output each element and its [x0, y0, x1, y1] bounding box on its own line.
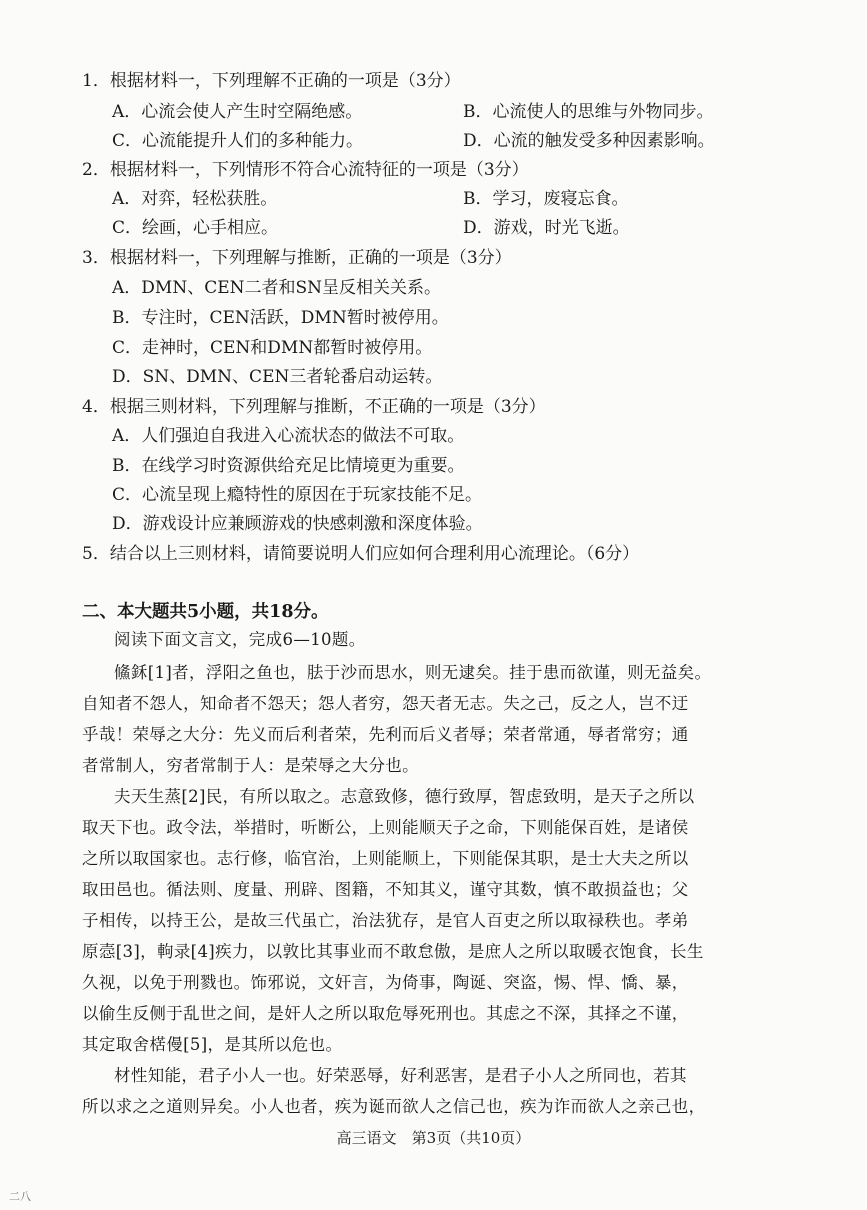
- question-2-option-c: C．绘画，心手相应。: [112, 218, 279, 238]
- passage-line: 自知者不怨人，知命者不怨天；怨人者穷，怨天者无志。失之己，反之人，岂不迂: [82, 694, 689, 713]
- passage-line: 取田邑也。循法则、度量、刑辟、图籍，不知其义，谨守其数，慎不敢损益也；父: [82, 880, 689, 899]
- question-1-stem: 1．根据材料一，下列理解不正确的一项是（3分）: [82, 71, 461, 91]
- passage-line: 之所以取国家也。志行修，临官治，上则能顺上，下则能保其职，是士大夫之所以: [82, 849, 689, 868]
- question-3-option-d: D．SN、DMN、CEN三者轮番启动运转。: [112, 367, 443, 387]
- question-2-option-b: B．学习，废寝忘食。: [463, 189, 629, 209]
- question-1-option-b: B．心流使人的思维与外物同步。: [463, 102, 714, 122]
- question-3-option-a: A．DMN、CEN二者和SN呈反相关关系。: [112, 278, 442, 298]
- passage-line: 以偷生反侧于乱世之间，是奸人之所以取危辱死刑也。其虑之不深，其择之不谨，: [82, 1004, 689, 1023]
- question-2-option-a: A．对弈，轻松获胜。: [112, 189, 278, 209]
- passage-line: 子相传，以持王公，是故三代虽亡，治法犹存，是官人百吏之所以取禄秩也。孝弟: [82, 911, 689, 930]
- question-1-option-a: A．心流会使人产生时空隔绝感。: [112, 102, 363, 122]
- page-footer: 高三语文 第3页（共10页）: [336, 1129, 531, 1147]
- question-5-stem: 5．结合以上三则材料，请简要说明人们应如何合理利用心流理论。（6分）: [82, 544, 640, 564]
- question-2-option-d: D．游戏，时光飞逝。: [463, 218, 630, 238]
- passage-line: 夫天生蒸[2]民，有所以取之。志意致修，德行致厚，智虑致明，是天子之所以: [114, 787, 695, 806]
- question-1-option-c: C．心流能提升人们的多种能力。: [112, 131, 364, 151]
- question-3-option-b: B．专注时，CEN活跃，DMN暂时被停用。: [112, 308, 449, 328]
- passage-line: 久视，以免于刑戮也。饰邪说，文奸言，为倚事，陶诞、突盗，惕、悍、憍、暴，: [82, 973, 689, 992]
- question-3-option-c: C．走神时，CEN和DMN都暂时被停用。: [112, 338, 433, 358]
- question-4-stem: 4．根据三则材料，下列理解与推断，不正确的一项是（3分）: [82, 397, 546, 417]
- passage-line: 鯈鉌[1]者，浮阳之鱼也，胠于沙而思水，则无逮矣。挂于患而欲谨，则无益矣。: [114, 663, 712, 682]
- passage-line: 取天下也。政令法，举措时，听断公，上则能顺天子之命，下则能保百姓，是诸侯: [82, 818, 689, 837]
- question-2-stem: 2．根据材料一，下列情形不符合心流特征的一项是（3分）: [82, 160, 529, 180]
- section-2-heading: 二、本大题共5小题，共18分。: [82, 602, 329, 622]
- question-1-option-d: D．心流的触发受多种因素影响。: [463, 131, 715, 151]
- question-4-option-a: A．人们强迫自我进入心流状态的做法不可取。: [112, 426, 465, 446]
- passage-line: 原悫[3]，軥录[4]疾力，以敦比其事业而不敢怠傲，是庶人之所以取暖衣饱食，长生: [82, 942, 704, 961]
- corner-mark: 二八: [9, 1190, 31, 1203]
- section-2-instruction: 阅读下面文言文，完成6—10题。: [114, 630, 366, 649]
- question-4-option-c: C．心流呈现上瘾特性的原因在于玩家技能不足。: [112, 485, 483, 505]
- passage-line: 材性知能，君子小人一也。好荣恶辱，好利恶害，是君子小人之所同也，若其: [114, 1066, 687, 1085]
- passage-line: 其定取舍楛僈[5]，是其所以危也。: [82, 1035, 343, 1054]
- question-3-stem: 3．根据材料一，下列理解与推断，正确的一项是（3分）: [82, 248, 512, 268]
- passage-line: 所以求之之道则异矣。小人也者，疾为诞而欲人之信己也，疾为诈而欲人之亲己也，: [82, 1097, 706, 1116]
- passage-line: 乎哉！荣辱之大分：先义而后利者荣，先利而后义者辱；荣者常通，辱者常穷；通: [82, 725, 689, 744]
- question-4-option-b: B．在线学习时资源供给充足比情境更为重要。: [112, 456, 465, 476]
- passage-line: 者常制人，穷者常制于人：是荣辱之大分也。: [82, 756, 419, 775]
- question-4-option-d: D．游戏设计应兼顾游戏的快感刺激和深度体验。: [112, 514, 483, 534]
